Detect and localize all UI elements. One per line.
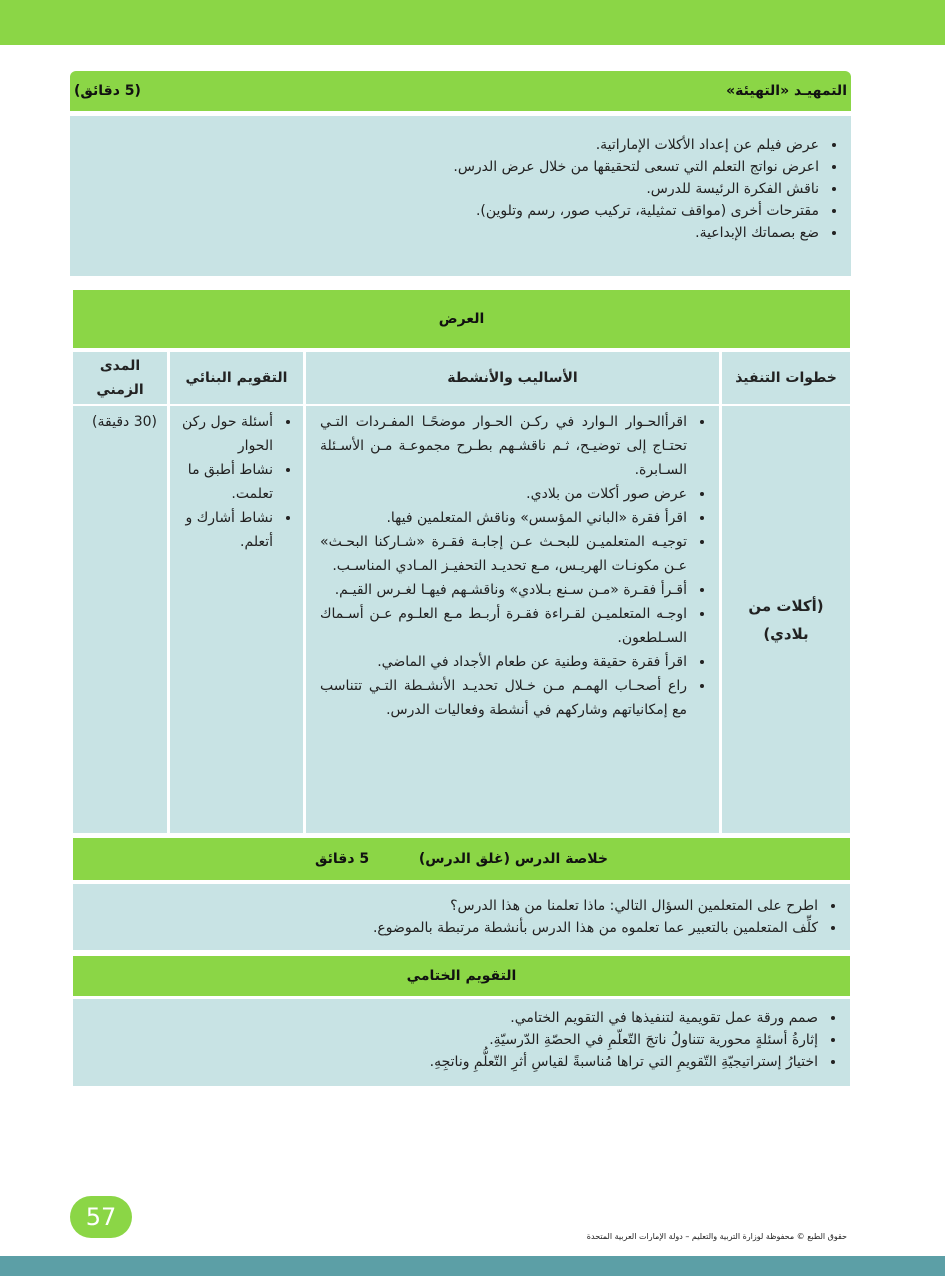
- summary-header: [73, 838, 850, 880]
- list-item: • كلِّف المتعلمين بالتعبير عما تعلموه من هذا الدرس بأنشطة مرتبطة بالموضوع.: [83, 917, 820, 939]
- prep-header: [70, 71, 851, 111]
- list-item: • ضع بصماتك الإبداعية.: [80, 222, 821, 244]
- steps-value: (أكلات من بلادي): [748, 596, 824, 643]
- column-header-methods: الأساليب والأنشطة: [306, 352, 719, 404]
- page-number: 57: [70, 1196, 132, 1238]
- cell-methods: [306, 406, 719, 833]
- list-item: • اعرض نواتج التعلم التي تسعى لتحقيقها من خلال عرض الدرس.: [80, 156, 821, 178]
- list-item: • إثارةُ أسئلةٍ محورية تتناولُ ناتجَ التّعلّمِ في الحصّةِ الدّرسيّةِ.: [83, 1029, 820, 1051]
- column-header-duration: المدى الزمني: [73, 352, 167, 404]
- prep-duration: (5 دقائق): [74, 83, 141, 99]
- final-panel: [73, 999, 850, 1086]
- summary-duration: 5 دقائق: [315, 851, 370, 867]
- list-item: • اقرأ فقرة حقيقة وطنية عن طعام الأجداد في الماضي.: [320, 650, 689, 674]
- list-item: • اقرأ فقرة «الباني المؤسس» وناقش المتعلمين فيها.: [320, 506, 689, 530]
- column-header-assessment: التقويم البنائي: [170, 352, 303, 404]
- list-item: • اوجـه المتعلميـن لقـراءة فقـرة أربـط مـع العلـوم عـن أسـماك السـلطعون.: [320, 602, 689, 650]
- list-item: • عرض صور أكلات من بلادي.: [320, 482, 689, 506]
- summary-title: خلاصة الدرس (غلق الدرس): [418, 851, 608, 867]
- duration-value: (30 دقيقة): [92, 414, 157, 430]
- list-item: • أسئلة حول ركن الحوار: [176, 410, 275, 458]
- final-header: التقويم الختامي: [73, 956, 850, 996]
- column-header-steps: خطوات التنفيذ: [722, 352, 850, 404]
- summary-panel: [73, 884, 850, 950]
- list-item: • راع أصحـاب الهمـم مـن خـلال تحديـد الأنشـطة التـي تتناسب مع إمكانياتهم وشاركهم في أنشطة وفعاليات الدرس.: [320, 674, 689, 722]
- presentation-header: العرض: [73, 290, 850, 348]
- final-list: [73, 1007, 850, 1073]
- cell-duration: [73, 406, 167, 833]
- methods-list: [306, 410, 719, 722]
- list-item: • اطرح على المتعلمين السؤال التالي: ماذا تعلمنا من هذا الدرس؟: [83, 895, 820, 917]
- list-item: • عرض فيلم عن إعداد الأكلات الإماراتية.: [80, 134, 821, 156]
- list-item: • نشاط أطبق ما تعلمت.: [176, 458, 275, 506]
- cell-assessment: [170, 406, 303, 833]
- list-item: • أقـرأ فقـرة «مـن سـنع بـلادي» وناقشـهم فيهـا لغـرس القيـم.: [320, 578, 689, 602]
- cell-steps: [722, 406, 850, 833]
- prep-list: [70, 134, 851, 244]
- bottom-decorative-bar: [0, 1256, 945, 1276]
- prep-panel: [70, 116, 851, 276]
- list-item: • اختيارُ إستراتيجيّةِ التّقويمِ التي تراها مُناسبةً لقياسِ أثرِ التّعلُّمِ وناتجِهِ.: [83, 1051, 820, 1073]
- list-item: • نشاط أشارك و أتعلم.: [176, 506, 275, 554]
- list-item: • توجيـه المتعلميـن للبحـث عـن إجابـة فقـرة «شـاركنا البحـث» عـن مكونـات الهريـس، مـع تحديـد التحفيـز المـادي المناسـب.: [320, 530, 689, 578]
- top-decorative-bar: [0, 0, 945, 45]
- list-item: • اقرأالحـوار الـوارد في ركـن الحـوار موضحًـا المفـردات التـي تحتـاج إلى توضيـح، ثـم ناقشـهم بطـرح مجموعـة مـن الأسـئلة السـابرة.: [320, 410, 689, 482]
- assessment-list: [170, 410, 303, 554]
- copyright-text: حقوق الطبع © محفوظة لوزارة التربية والتعليم – دولة الإمارات العربية المتحدة: [586, 1232, 847, 1241]
- list-item: • ناقش الفكرة الرئيسة للدرس.: [80, 178, 821, 200]
- list-item: • مقترحات أخرى (مواقف تمثيلية، تركيب صور، رسم وتلوين).: [80, 200, 821, 222]
- prep-title: التمهيـد «التهيئة»: [726, 83, 847, 99]
- list-item: • صمم ورقة عمل تقويمية لتنفيذها في التقويم الختامي.: [83, 1007, 820, 1029]
- summary-list: [73, 895, 850, 939]
